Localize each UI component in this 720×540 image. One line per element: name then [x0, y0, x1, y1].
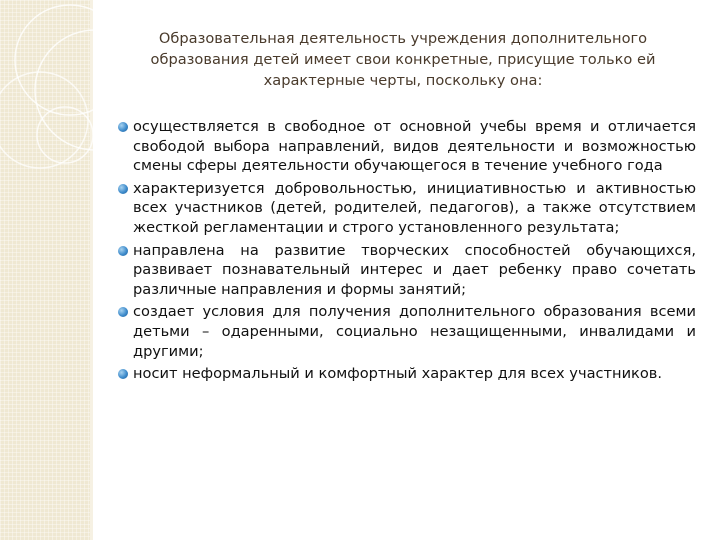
list-item-text: направлена на развитие творческих способностей обучающихся, развивает познавательный интерес и дает ребенку право сочетать различные направления и формы занятий; [133, 241, 696, 298]
list-item [118, 179, 696, 238]
bullet-list [118, 117, 696, 387]
list-item [118, 364, 696, 384]
bullet-icon [118, 246, 128, 256]
bullet-icon [118, 307, 128, 317]
bullet-icon [118, 369, 128, 379]
bullet-icon [118, 184, 128, 194]
list-item [118, 241, 696, 300]
list-item [118, 117, 696, 176]
list-item-text: создает условия для получения дополнительного образования всеми детьми – одаренными, социально незащищенными, инвалидами и другими; [133, 303, 696, 360]
list-item-text: осуществляется в свободное от основной учебы время и отличается свободой выбора направлений, видов деятельности и возможностью смены сферы деятельности обучающегося в течение учебного года [133, 118, 696, 175]
list-item-text: носит неформальный и комфортный характер для всех участников. [133, 365, 663, 383]
slide-title: Образовательная деятельность учреждения дополнительного образования детей имеет свои конкретные, присущие только ей характерные черты, поскольку она: [150, 30, 656, 89]
bullet-icon [118, 122, 128, 132]
list-item-text: характеризуется добровольностью, инициативностью и активностью всех участников (детей, родителей, педагогов), а также отсутствием жесткой регламентации и строго установленного результата; [133, 179, 696, 236]
list-item [118, 302, 696, 361]
